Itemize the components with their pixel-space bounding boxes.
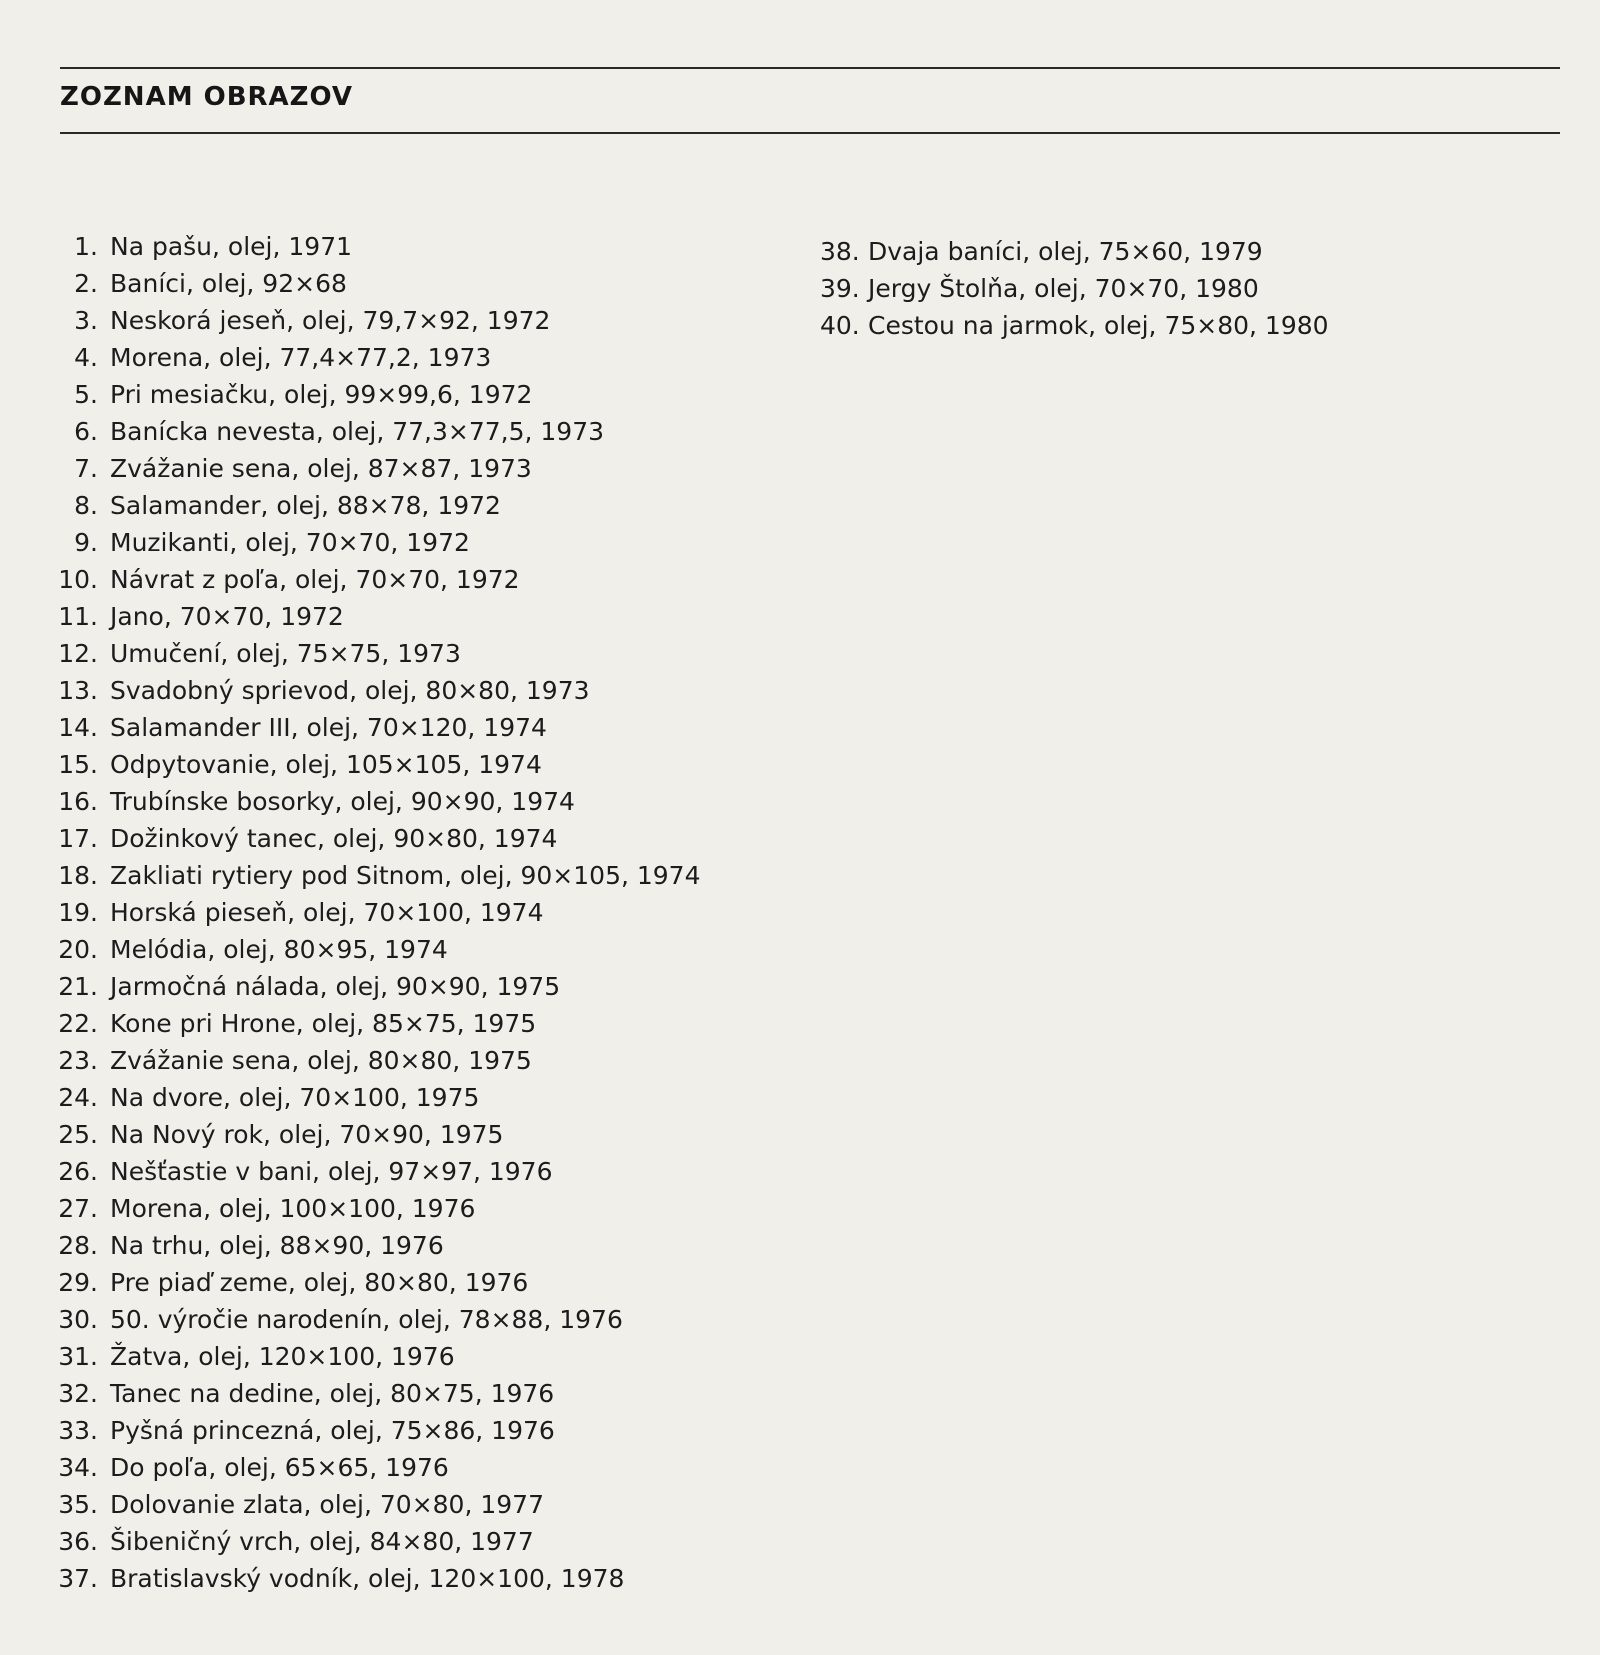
item-number: 3.	[74, 306, 98, 335]
item-text: Šibeničný vrch, olej, 84×80, 1977	[110, 1527, 534, 1556]
item-number: 28.	[58, 1231, 98, 1260]
list-item	[52, 302, 701, 339]
item-text: Návrat z poľa, olej, 70×70, 1972	[110, 565, 520, 594]
item-number: 17.	[58, 824, 98, 853]
list-item	[52, 1227, 701, 1264]
item-text: Kone pri Hrone, olej, 85×75, 1975	[110, 1009, 537, 1038]
item-number: 29.	[58, 1268, 98, 1297]
item-text: Do poľa, olej, 65×65, 1976	[110, 1453, 449, 1482]
list-item	[52, 894, 701, 931]
item-number: 2.	[74, 269, 98, 298]
item-text: Zakliati rytiery pod Sitnom, olej, 90×105, 1974	[110, 861, 701, 890]
list-item	[52, 1190, 701, 1227]
painting-list-left	[52, 228, 701, 1597]
item-number: 12.	[58, 639, 98, 668]
list-item	[52, 487, 701, 524]
list-item	[52, 339, 701, 376]
item-text: Morena, olej, 77,4×77,2, 1973	[110, 343, 492, 372]
item-number: 37.	[58, 1564, 98, 1593]
item-number: 26.	[58, 1157, 98, 1186]
item-text: Pri mesiačku, olej, 99×99,6, 1972	[110, 380, 533, 409]
item-number: 38.	[820, 237, 860, 266]
list-item	[52, 1486, 701, 1523]
item-number: 35.	[58, 1490, 98, 1519]
item-text: Salamander III, olej, 70×120, 1974	[110, 713, 547, 742]
list-item	[52, 931, 701, 968]
item-text: Neskorá jeseň, olej, 79,7×92, 1972	[110, 306, 551, 335]
item-text: Dožinkový tanec, olej, 90×80, 1974	[110, 824, 558, 853]
list-item	[52, 1079, 701, 1116]
list-item	[52, 1301, 701, 1338]
list-item	[52, 1449, 701, 1486]
item-number: 27.	[58, 1194, 98, 1223]
item-text: Cestou na jarmok, olej, 75×80, 1980	[868, 311, 1329, 340]
item-text: Tanec na dedine, olej, 80×75, 1976	[110, 1379, 555, 1408]
list-item	[52, 968, 701, 1005]
page-title: ZOZNAM OBRAZOV	[60, 82, 354, 112]
list-item	[52, 783, 701, 820]
item-number: 16.	[58, 787, 98, 816]
item-number: 11.	[58, 602, 98, 631]
item-text: Na Nový rok, olej, 70×90, 1975	[110, 1120, 504, 1149]
item-text: Zvážanie sena, olej, 80×80, 1975	[110, 1046, 532, 1075]
item-text: Morena, olej, 100×100, 1976	[110, 1194, 476, 1223]
list-item	[52, 524, 701, 561]
list-item	[52, 413, 701, 450]
list-item	[52, 376, 701, 413]
list-item	[52, 709, 701, 746]
item-number: 14.	[58, 713, 98, 742]
item-text: Umučení, olej, 75×75, 1973	[110, 639, 461, 668]
item-number: 36.	[58, 1527, 98, 1556]
item-text: Odpytovanie, olej, 105×105, 1974	[110, 750, 542, 779]
list-item	[52, 635, 701, 672]
item-number: 22.	[58, 1009, 98, 1038]
item-text: Nešťastie v bani, olej, 97×97, 1976	[110, 1157, 553, 1186]
list-item	[52, 1560, 701, 1597]
item-number: 24.	[58, 1083, 98, 1112]
item-text: Na trhu, olej, 88×90, 1976	[110, 1231, 444, 1260]
item-number: 19.	[58, 898, 98, 927]
item-number: 8.	[74, 491, 98, 520]
item-text: Jergy Štolňa, olej, 70×70, 1980	[868, 274, 1259, 303]
item-text: Jarmočná nálada, olej, 90×90, 1975	[110, 972, 561, 1001]
item-number: 6.	[74, 417, 98, 446]
item-number: 9.	[74, 528, 98, 557]
item-number: 21.	[58, 972, 98, 1001]
list-item	[820, 270, 1329, 307]
list-item	[52, 1153, 701, 1190]
item-text: Pre piaď zeme, olej, 80×80, 1976	[110, 1268, 529, 1297]
item-text: Muzikanti, olej, 70×70, 1972	[110, 528, 470, 557]
item-number: 5.	[74, 380, 98, 409]
item-text: Na dvore, olej, 70×100, 1975	[110, 1083, 480, 1112]
list-item	[52, 820, 701, 857]
item-number: 31.	[58, 1342, 98, 1371]
item-text: Žatva, olej, 120×100, 1976	[110, 1342, 455, 1371]
item-text: Svadobný sprievod, olej, 80×80, 1973	[110, 676, 590, 705]
item-number: 18.	[58, 861, 98, 890]
item-text: Salamander, olej, 88×78, 1972	[110, 491, 501, 520]
item-text: Bratislavský vodník, olej, 120×100, 1978	[110, 1564, 625, 1593]
item-text: Horská pieseň, olej, 70×100, 1974	[110, 898, 544, 927]
list-item	[52, 561, 701, 598]
list-item	[52, 1042, 701, 1079]
top-rule	[60, 67, 1560, 69]
list-item	[52, 265, 701, 302]
list-item	[52, 1005, 701, 1042]
list-item	[820, 233, 1329, 270]
list-item	[52, 857, 701, 894]
item-number: 25.	[58, 1120, 98, 1149]
list-item	[52, 1412, 701, 1449]
list-item	[820, 307, 1329, 344]
item-text: 50. výročie narodenín, olej, 78×88, 1976	[110, 1305, 623, 1334]
item-number: 30.	[58, 1305, 98, 1334]
list-item	[52, 746, 701, 783]
item-text: Baníci, olej, 92×68	[110, 269, 347, 298]
item-text: Zvážanie sena, olej, 87×87, 1973	[110, 454, 532, 483]
list-item	[52, 1375, 701, 1412]
item-text: Pyšná princezná, olej, 75×86, 1976	[110, 1416, 555, 1445]
item-number: 33.	[58, 1416, 98, 1445]
item-text: Jano, 70×70, 1972	[110, 602, 344, 631]
list-item	[52, 1116, 701, 1153]
item-number: 13.	[58, 676, 98, 705]
list-item	[52, 228, 701, 265]
bottom-rule	[60, 132, 1560, 134]
item-text: Dvaja baníci, olej, 75×60, 1979	[868, 237, 1263, 266]
item-text: Dolovanie zlata, olej, 70×80, 1977	[110, 1490, 544, 1519]
item-number: 15.	[58, 750, 98, 779]
list-item	[52, 1523, 701, 1560]
list-item	[52, 672, 701, 709]
item-text: Trubínske bosorky, olej, 90×90, 1974	[110, 787, 575, 816]
item-number: 34.	[58, 1453, 98, 1482]
list-item	[52, 1264, 701, 1301]
item-number: 32.	[58, 1379, 98, 1408]
list-item	[52, 598, 701, 635]
list-item	[52, 1338, 701, 1375]
item-text: Melódia, olej, 80×95, 1974	[110, 935, 448, 964]
item-number: 1.	[74, 232, 98, 261]
item-text: Na pašu, olej, 1971	[110, 232, 353, 261]
item-number: 39.	[820, 274, 860, 303]
item-number: 20.	[58, 935, 98, 964]
item-number: 4.	[74, 343, 98, 372]
painting-list-right	[820, 233, 1329, 344]
item-number: 23.	[58, 1046, 98, 1075]
item-number: 10.	[58, 565, 98, 594]
item-number: 40.	[820, 311, 860, 340]
item-number: 7.	[74, 454, 98, 483]
item-text: Banícka nevesta, olej, 77,3×77,5, 1973	[110, 417, 605, 446]
list-item	[52, 450, 701, 487]
